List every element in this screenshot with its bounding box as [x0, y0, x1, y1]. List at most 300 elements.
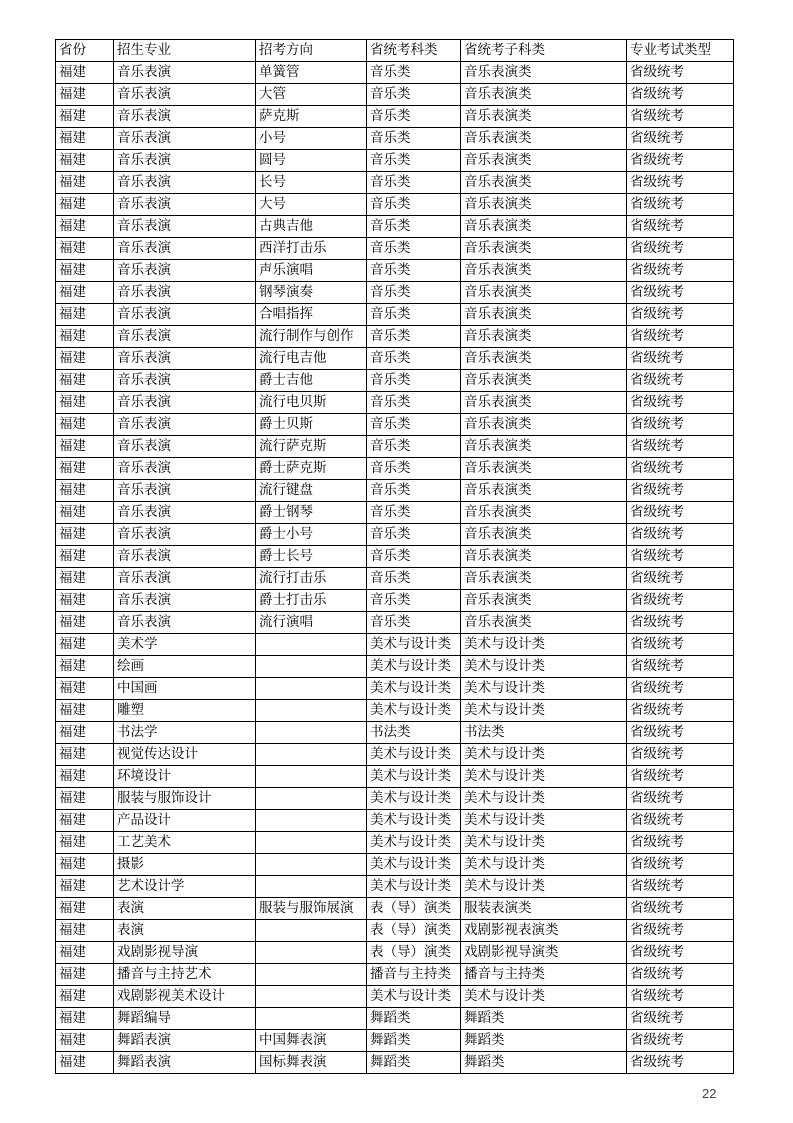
cell-major: 音乐表演	[114, 612, 256, 634]
cell-exam-category: 音乐类	[367, 480, 461, 502]
cell-exam-category: 音乐类	[367, 392, 461, 414]
cell-direction	[256, 810, 367, 832]
cell-exam-subcategory: 音乐表演类	[461, 392, 627, 414]
cell-exam-category: 音乐类	[367, 414, 461, 436]
cell-exam-category: 音乐类	[367, 62, 461, 84]
cell-major: 音乐表演	[114, 348, 256, 370]
cell-exam-subcategory: 美术与设计类	[461, 634, 627, 656]
table-row	[56, 986, 734, 1008]
cell-exam-subcategory: 美术与设计类	[461, 656, 627, 678]
cell-direction	[256, 876, 367, 898]
table-row	[56, 348, 734, 370]
cell-exam-type: 省级统考	[627, 744, 734, 766]
cell-direction	[256, 788, 367, 810]
cell-major: 音乐表演	[114, 84, 256, 106]
cell-province: 福建	[56, 876, 114, 898]
cell-major: 舞蹈编导	[114, 1008, 256, 1030]
cell-major: 中国画	[114, 678, 256, 700]
cell-province: 福建	[56, 854, 114, 876]
cell-exam-subcategory: 音乐表演类	[461, 238, 627, 260]
cell-exam-category: 音乐类	[367, 304, 461, 326]
table-row	[56, 744, 734, 766]
table-row	[56, 590, 734, 612]
cell-exam-type: 省级统考	[627, 238, 734, 260]
cell-major: 音乐表演	[114, 590, 256, 612]
cell-direction: 流行电贝斯	[256, 392, 367, 414]
cell-exam-category: 美术与设计类	[367, 986, 461, 1008]
cell-major: 音乐表演	[114, 106, 256, 128]
cell-major: 视觉传达设计	[114, 744, 256, 766]
cell-direction: 爵士长号	[256, 546, 367, 568]
cell-exam-category: 音乐类	[367, 458, 461, 480]
cell-exam-subcategory: 音乐表演类	[461, 612, 627, 634]
cell-major: 音乐表演	[114, 238, 256, 260]
cell-direction	[256, 722, 367, 744]
header-exam-subcategory: 省统考子科类	[461, 40, 627, 62]
cell-exam-subcategory: 音乐表演类	[461, 216, 627, 238]
cell-direction: 古典吉他	[256, 216, 367, 238]
cell-exam-subcategory: 播音与主持类	[461, 964, 627, 986]
cell-major: 舞蹈表演	[114, 1052, 256, 1074]
cell-exam-type: 省级统考	[627, 546, 734, 568]
cell-exam-subcategory: 舞蹈类	[461, 1008, 627, 1030]
cell-province: 福建	[56, 106, 114, 128]
page-number: 22	[702, 1086, 717, 1101]
table-row	[56, 84, 734, 106]
cell-major: 音乐表演	[114, 172, 256, 194]
cell-exam-type: 省级统考	[627, 282, 734, 304]
cell-exam-type: 省级统考	[627, 62, 734, 84]
cell-exam-type: 省级统考	[627, 876, 734, 898]
cell-major: 播音与主持艺术	[114, 964, 256, 986]
cell-exam-category: 美术与设计类	[367, 678, 461, 700]
cell-province: 福建	[56, 216, 114, 238]
cell-exam-category: 音乐类	[367, 128, 461, 150]
cell-exam-type: 省级统考	[627, 524, 734, 546]
cell-province: 福建	[56, 392, 114, 414]
cell-exam-type: 省级统考	[627, 260, 734, 282]
cell-province: 福建	[56, 84, 114, 106]
cell-exam-category: 表（导）演类	[367, 920, 461, 942]
cell-exam-type: 省级统考	[627, 216, 734, 238]
cell-major: 音乐表演	[114, 216, 256, 238]
cell-exam-category: 音乐类	[367, 260, 461, 282]
table-row	[56, 524, 734, 546]
cell-exam-subcategory: 音乐表演类	[461, 84, 627, 106]
table-row	[56, 1008, 734, 1030]
table-row	[56, 238, 734, 260]
cell-major: 工艺美术	[114, 832, 256, 854]
cell-exam-subcategory: 音乐表演类	[461, 370, 627, 392]
cell-exam-type: 省级统考	[627, 590, 734, 612]
cell-province: 福建	[56, 172, 114, 194]
cell-exam-subcategory: 服装表演类	[461, 898, 627, 920]
cell-exam-type: 省级统考	[627, 678, 734, 700]
cell-exam-type: 省级统考	[627, 788, 734, 810]
header-direction: 招考方向	[256, 40, 367, 62]
header-major: 招生专业	[114, 40, 256, 62]
cell-province: 福建	[56, 458, 114, 480]
table-row	[56, 370, 734, 392]
admissions-table	[55, 39, 734, 1074]
table-row	[56, 150, 734, 172]
cell-direction	[256, 634, 367, 656]
cell-direction: 流行制作与创作	[256, 326, 367, 348]
cell-direction: 国标舞表演	[256, 1052, 367, 1074]
table-row	[56, 216, 734, 238]
cell-exam-type: 省级统考	[627, 458, 734, 480]
cell-major: 音乐表演	[114, 370, 256, 392]
cell-major: 音乐表演	[114, 480, 256, 502]
cell-province: 福建	[56, 986, 114, 1008]
cell-exam-subcategory: 音乐表演类	[461, 304, 627, 326]
cell-province: 福建	[56, 524, 114, 546]
cell-exam-category: 美术与设计类	[367, 876, 461, 898]
cell-exam-subcategory: 音乐表演类	[461, 590, 627, 612]
cell-province: 福建	[56, 678, 114, 700]
cell-exam-type: 省级统考	[627, 722, 734, 744]
cell-exam-category: 美术与设计类	[367, 656, 461, 678]
cell-exam-subcategory: 音乐表演类	[461, 524, 627, 546]
table-row	[56, 678, 734, 700]
cell-province: 福建	[56, 656, 114, 678]
cell-province: 福建	[56, 370, 114, 392]
cell-exam-subcategory: 戏剧影视表演类	[461, 920, 627, 942]
cell-exam-subcategory: 音乐表演类	[461, 326, 627, 348]
cell-direction	[256, 656, 367, 678]
cell-exam-category: 音乐类	[367, 238, 461, 260]
cell-exam-subcategory: 音乐表演类	[461, 194, 627, 216]
table-row	[56, 458, 734, 480]
cell-province: 福建	[56, 238, 114, 260]
cell-direction: 服装与服饰展演	[256, 898, 367, 920]
table-row	[56, 656, 734, 678]
cell-major: 戏剧影视美术设计	[114, 986, 256, 1008]
cell-province: 福建	[56, 964, 114, 986]
cell-major: 音乐表演	[114, 458, 256, 480]
cell-direction: 爵士萨克斯	[256, 458, 367, 480]
cell-province: 福建	[56, 546, 114, 568]
cell-exam-category: 美术与设计类	[367, 854, 461, 876]
cell-exam-type: 省级统考	[627, 810, 734, 832]
cell-direction: 萨克斯	[256, 106, 367, 128]
cell-major: 艺术设计学	[114, 876, 256, 898]
cell-exam-type: 省级统考	[627, 502, 734, 524]
cell-exam-type: 省级统考	[627, 986, 734, 1008]
cell-exam-subcategory: 音乐表演类	[461, 458, 627, 480]
cell-direction	[256, 854, 367, 876]
cell-exam-subcategory: 美术与设计类	[461, 678, 627, 700]
table-row	[56, 810, 734, 832]
cell-province: 福建	[56, 920, 114, 942]
cell-major: 音乐表演	[114, 304, 256, 326]
cell-exam-category: 表（导）演类	[367, 898, 461, 920]
cell-direction	[256, 832, 367, 854]
cell-exam-subcategory: 舞蹈类	[461, 1030, 627, 1052]
cell-exam-subcategory: 音乐表演类	[461, 502, 627, 524]
cell-province: 福建	[56, 194, 114, 216]
cell-exam-subcategory: 音乐表演类	[461, 568, 627, 590]
table-row	[56, 898, 734, 920]
cell-major: 音乐表演	[114, 62, 256, 84]
cell-province: 福建	[56, 788, 114, 810]
cell-exam-type: 省级统考	[627, 612, 734, 634]
cell-major: 戏剧影视导演	[114, 942, 256, 964]
cell-direction: 爵士小号	[256, 524, 367, 546]
table-row	[56, 854, 734, 876]
cell-exam-category: 美术与设计类	[367, 700, 461, 722]
cell-direction: 单簧管	[256, 62, 367, 84]
cell-major: 音乐表演	[114, 326, 256, 348]
cell-exam-subcategory: 戏剧影视导演类	[461, 942, 627, 964]
table-row	[56, 414, 734, 436]
cell-exam-type: 省级统考	[627, 568, 734, 590]
cell-province: 福建	[56, 1030, 114, 1052]
cell-exam-category: 音乐类	[367, 216, 461, 238]
cell-exam-type: 省级统考	[627, 942, 734, 964]
cell-province: 福建	[56, 700, 114, 722]
cell-province: 福建	[56, 260, 114, 282]
cell-direction: 合唱指挥	[256, 304, 367, 326]
cell-direction: 流行打击乐	[256, 568, 367, 590]
table-row	[56, 502, 734, 524]
cell-province: 福建	[56, 150, 114, 172]
cell-exam-subcategory: 音乐表演类	[461, 172, 627, 194]
cell-exam-category: 美术与设计类	[367, 832, 461, 854]
cell-direction: 流行演唱	[256, 612, 367, 634]
cell-exam-subcategory: 美术与设计类	[461, 986, 627, 1008]
cell-major: 音乐表演	[114, 502, 256, 524]
cell-major: 音乐表演	[114, 392, 256, 414]
cell-major: 音乐表演	[114, 414, 256, 436]
cell-direction	[256, 766, 367, 788]
cell-major: 服装与服饰设计	[114, 788, 256, 810]
cell-major: 书法学	[114, 722, 256, 744]
cell-exam-type: 省级统考	[627, 920, 734, 942]
cell-major: 表演	[114, 898, 256, 920]
cell-exam-category: 音乐类	[367, 150, 461, 172]
cell-exam-subcategory: 美术与设计类	[461, 700, 627, 722]
cell-exam-subcategory: 音乐表演类	[461, 348, 627, 370]
cell-exam-type: 省级统考	[627, 854, 734, 876]
cell-major: 绘画	[114, 656, 256, 678]
cell-exam-category: 美术与设计类	[367, 788, 461, 810]
cell-exam-type: 省级统考	[627, 392, 734, 414]
cell-direction	[256, 678, 367, 700]
cell-direction: 大号	[256, 194, 367, 216]
cell-exam-subcategory: 音乐表演类	[461, 106, 627, 128]
cell-major: 音乐表演	[114, 194, 256, 216]
cell-province: 福建	[56, 326, 114, 348]
cell-exam-category: 舞蹈类	[367, 1052, 461, 1074]
cell-exam-type: 省级统考	[627, 964, 734, 986]
cell-direction	[256, 964, 367, 986]
header-province: 省份	[56, 40, 114, 62]
cell-major: 摄影	[114, 854, 256, 876]
cell-exam-category: 播音与主持类	[367, 964, 461, 986]
cell-exam-category: 音乐类	[367, 84, 461, 106]
cell-direction: 钢琴演奏	[256, 282, 367, 304]
cell-direction: 小号	[256, 128, 367, 150]
cell-major: 雕塑	[114, 700, 256, 722]
table-row	[56, 260, 734, 282]
cell-exam-category: 音乐类	[367, 172, 461, 194]
cell-exam-type: 省级统考	[627, 766, 734, 788]
cell-province: 福建	[56, 1008, 114, 1030]
cell-exam-subcategory: 美术与设计类	[461, 854, 627, 876]
cell-exam-type: 省级统考	[627, 1052, 734, 1074]
cell-exam-category: 音乐类	[367, 502, 461, 524]
cell-exam-subcategory: 美术与设计类	[461, 810, 627, 832]
table-row	[56, 788, 734, 810]
table-row	[56, 172, 734, 194]
cell-exam-category: 音乐类	[367, 590, 461, 612]
cell-province: 福建	[56, 766, 114, 788]
cell-exam-subcategory: 音乐表演类	[461, 546, 627, 568]
header-exam-category: 省统考科类	[367, 40, 461, 62]
cell-province: 福建	[56, 502, 114, 524]
cell-direction: 爵士打击乐	[256, 590, 367, 612]
cell-exam-category: 美术与设计类	[367, 744, 461, 766]
cell-exam-subcategory: 音乐表演类	[461, 414, 627, 436]
cell-direction: 流行电吉他	[256, 348, 367, 370]
cell-province: 福建	[56, 480, 114, 502]
cell-exam-type: 省级统考	[627, 656, 734, 678]
header-exam-type: 专业考试类型	[627, 40, 734, 62]
table-row	[56, 194, 734, 216]
cell-major: 表演	[114, 920, 256, 942]
table-row	[56, 568, 734, 590]
cell-major: 环境设计	[114, 766, 256, 788]
table-row	[56, 282, 734, 304]
cell-exam-subcategory: 美术与设计类	[461, 744, 627, 766]
cell-direction: 圆号	[256, 150, 367, 172]
cell-exam-subcategory: 美术与设计类	[461, 788, 627, 810]
cell-major: 音乐表演	[114, 568, 256, 590]
cell-exam-category: 音乐类	[367, 568, 461, 590]
cell-exam-type: 省级统考	[627, 172, 734, 194]
cell-direction: 声乐演唱	[256, 260, 367, 282]
cell-exam-category: 美术与设计类	[367, 810, 461, 832]
table-row	[56, 1052, 734, 1074]
cell-exam-category: 书法类	[367, 722, 461, 744]
cell-direction	[256, 942, 367, 964]
cell-province: 福建	[56, 810, 114, 832]
cell-province: 福建	[56, 612, 114, 634]
cell-province: 福建	[56, 832, 114, 854]
cell-direction: 西洋打击乐	[256, 238, 367, 260]
cell-exam-category: 表（导）演类	[367, 942, 461, 964]
cell-exam-type: 省级统考	[627, 898, 734, 920]
cell-direction: 流行键盘	[256, 480, 367, 502]
cell-exam-type: 省级统考	[627, 84, 734, 106]
cell-direction	[256, 700, 367, 722]
cell-exam-subcategory: 音乐表演类	[461, 282, 627, 304]
cell-exam-type: 省级统考	[627, 700, 734, 722]
cell-province: 福建	[56, 898, 114, 920]
cell-major: 音乐表演	[114, 282, 256, 304]
cell-exam-type: 省级统考	[627, 1030, 734, 1052]
cell-direction	[256, 1008, 367, 1030]
cell-exam-type: 省级统考	[627, 106, 734, 128]
cell-province: 福建	[56, 1052, 114, 1074]
table-row	[56, 634, 734, 656]
cell-direction: 爵士吉他	[256, 370, 367, 392]
cell-exam-subcategory: 书法类	[461, 722, 627, 744]
cell-exam-type: 省级统考	[627, 832, 734, 854]
table-row	[56, 304, 734, 326]
cell-exam-category: 音乐类	[367, 370, 461, 392]
cell-exam-type: 省级统考	[627, 634, 734, 656]
cell-exam-type: 省级统考	[627, 348, 734, 370]
cell-direction: 流行萨克斯	[256, 436, 367, 458]
cell-exam-category: 音乐类	[367, 348, 461, 370]
cell-exam-type: 省级统考	[627, 326, 734, 348]
cell-exam-subcategory: 美术与设计类	[461, 876, 627, 898]
cell-major: 音乐表演	[114, 260, 256, 282]
cell-exam-type: 省级统考	[627, 370, 734, 392]
cell-exam-type: 省级统考	[627, 304, 734, 326]
cell-province: 福建	[56, 282, 114, 304]
table-row	[56, 546, 734, 568]
cell-exam-subcategory: 舞蹈类	[461, 1052, 627, 1074]
cell-direction	[256, 744, 367, 766]
cell-exam-subcategory: 音乐表演类	[461, 62, 627, 84]
cell-major: 舞蹈表演	[114, 1030, 256, 1052]
table-body	[56, 62, 734, 1074]
cell-exam-subcategory: 音乐表演类	[461, 128, 627, 150]
cell-exam-category: 舞蹈类	[367, 1008, 461, 1030]
cell-province: 福建	[56, 62, 114, 84]
cell-province: 福建	[56, 128, 114, 150]
table-row	[56, 326, 734, 348]
cell-major: 音乐表演	[114, 524, 256, 546]
cell-province: 福建	[56, 942, 114, 964]
cell-exam-subcategory: 音乐表演类	[461, 260, 627, 282]
cell-major: 音乐表演	[114, 436, 256, 458]
cell-exam-category: 舞蹈类	[367, 1030, 461, 1052]
cell-exam-category: 音乐类	[367, 326, 461, 348]
cell-exam-category: 音乐类	[367, 106, 461, 128]
table-row	[56, 480, 734, 502]
cell-major: 音乐表演	[114, 150, 256, 172]
table-row	[56, 920, 734, 942]
cell-direction: 爵士贝斯	[256, 414, 367, 436]
cell-direction	[256, 920, 367, 942]
table-row	[56, 832, 734, 854]
table-row	[56, 942, 734, 964]
cell-province: 福建	[56, 436, 114, 458]
cell-major: 美术学	[114, 634, 256, 656]
cell-province: 福建	[56, 568, 114, 590]
cell-exam-subcategory: 音乐表演类	[461, 436, 627, 458]
cell-major: 音乐表演	[114, 546, 256, 568]
cell-exam-type: 省级统考	[627, 436, 734, 458]
cell-exam-category: 音乐类	[367, 282, 461, 304]
table-row	[56, 62, 734, 84]
cell-direction	[256, 986, 367, 1008]
table-row	[56, 700, 734, 722]
table-row	[56, 106, 734, 128]
table-row	[56, 766, 734, 788]
table-row	[56, 1030, 734, 1052]
table-row	[56, 612, 734, 634]
cell-province: 福建	[56, 590, 114, 612]
cell-exam-category: 音乐类	[367, 194, 461, 216]
cell-exam-type: 省级统考	[627, 1008, 734, 1030]
cell-exam-subcategory: 音乐表演类	[461, 150, 627, 172]
cell-exam-category: 音乐类	[367, 524, 461, 546]
